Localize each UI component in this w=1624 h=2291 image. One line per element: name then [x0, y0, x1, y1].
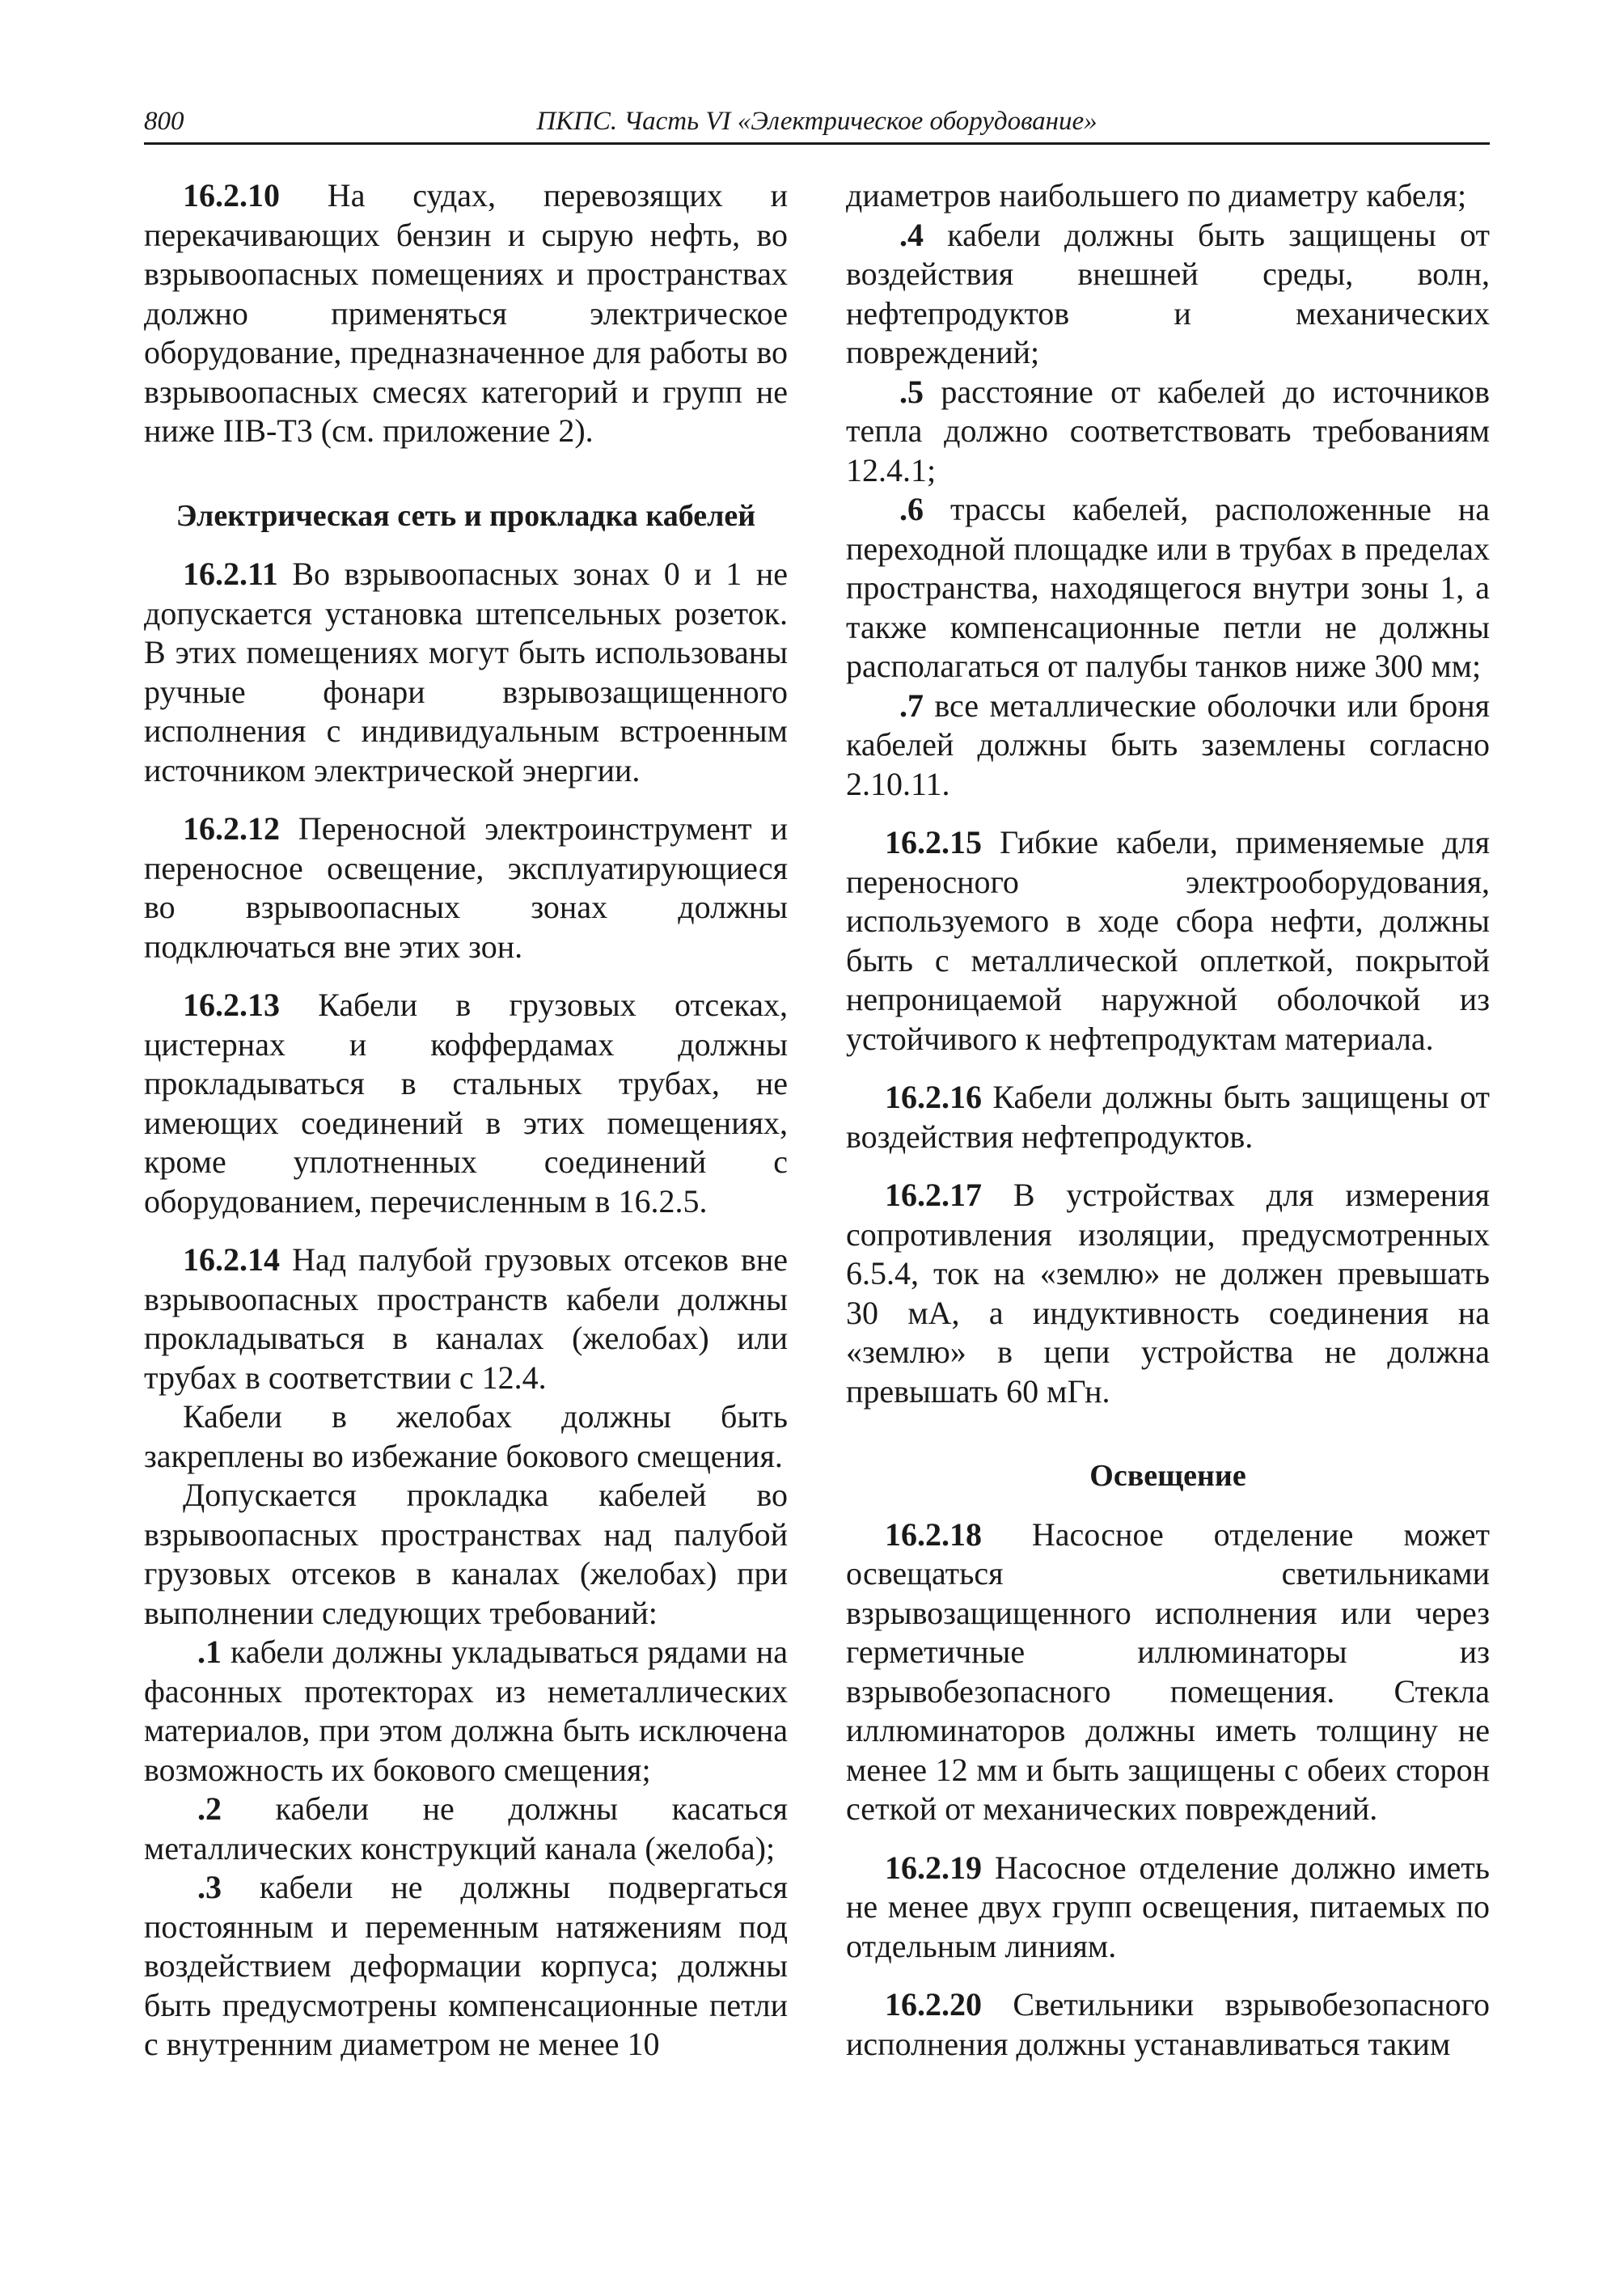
item-text: трассы кабелей, расположенные на переходной площадке или в трубах в пределах пространства, находящегося внутри зоны 1, а также компенсационные петли не должны располагаться от палубы танков ниже 300 мм; — [846, 491, 1490, 684]
clause-number: 16.2.16 — [885, 1079, 982, 1115]
item-number: .2 — [197, 1790, 222, 1827]
running-title: ПКПС. Часть VI «Электрическое оборудование» — [536, 107, 1097, 136]
clause-text: Над палубой грузовых отсеков вне взрывоопасных пространств кабели должны прокладываться в каналах (желобах) или трубах в соответствии с 12.4. — [144, 1241, 788, 1396]
item-text: кабели не должны касаться металлических конструкций канала (желоба); — [144, 1790, 788, 1866]
clause-number: 16.2.17 — [885, 1177, 982, 1213]
clause-text: В устройствах для измерения сопротивления изоляции, предусмотренных 6.5.4, ток на «землю» не должен превышать 30 мА, а индуктивность соединения на «землю» в цепи устройства не должна превышать 60 мГн. — [846, 1177, 1490, 1410]
clause-text: Светильники взрывобезопасного исполнения должны устанавливаться таким — [846, 1986, 1490, 2062]
item-text: расстояние от кабелей до источников тепла должно соответствовать требованиям 12.4.1; — [846, 373, 1490, 488]
running-header — [144, 104, 1490, 145]
clause-number: 16.2.15 — [885, 824, 982, 860]
section-heading-network: Электрическая сеть и прокладка кабелей — [176, 498, 756, 533]
clause-number: 16.2.11 — [183, 556, 278, 592]
left-column — [144, 176, 788, 2065]
clause-text: На судах, перевозящих и перекачивающих бензин и сырую нефть, во взрывоопасных помещениях и пространствах должно применяться электрическое оборудование, предназначенное для работы во взрывоопасных смесях категорий и групп не ниже IIВ-Т3 (см. приложение 2). — [144, 177, 788, 449]
clause-text: Кабели в грузовых отсеках, цистернах и коффердамах должны прокладываться в стальных трубах, не имеющих соединений в этих помещениях, кроме уплотненных соединений с оборудованием, перечисленным в 16.2.5. — [144, 987, 788, 1219]
list-item-7 — [846, 687, 1490, 805]
list-item-6 — [846, 490, 1490, 687]
list-item-3 — [144, 1868, 788, 2065]
clause-text: Переносной электроинструмент и переносное освещение, эксплуатирующиеся во взрывоопасных зонах должны подключаться вне этих зон. — [144, 810, 788, 965]
paragraph-allowed: Допускается прокладка кабелей во взрывоопасных пространствах над палубой грузовых отсеков в каналах (желобах) при выполнении следующих требований: — [144, 1477, 788, 1631]
clause-number: 16.2.14 — [183, 1241, 280, 1278]
clause-text: Во взрывоопасных зонах 0 и 1 не допускается установка штепсельных розеток. В этих помещениях могут быть использованы ручные фонари взрывозащищенного исполнения с индивидуальным встроенным источником электрической энергии. — [144, 556, 788, 788]
clause-number: 16.2.18 — [885, 1515, 982, 1553]
page-number: 800 — [144, 107, 184, 136]
item-number: .5 — [899, 373, 924, 410]
clause-number: 16.2.20 — [885, 1986, 982, 2023]
paragraph-16-2-14 — [144, 1241, 788, 1397]
list-item-5 — [846, 373, 1490, 491]
clause-number: 16.2.10 — [183, 177, 280, 213]
item-number: .4 — [899, 216, 924, 253]
list-item-3-continued: диаметров наибольшего по диаметру кабеля; — [846, 177, 1467, 213]
right-column — [846, 176, 1490, 2064]
item-text: кабели должны быть защищены от воздействия внешней среды, волн, нефтепродуктов и механических повреждений; — [846, 216, 1490, 370]
paragraph-16-2-18 — [846, 1515, 1490, 1829]
clause-text: Гибкие кабели, применяемые для переносного электрооборудования, используемого в ходе сбора нефти, должны быть с металлической оплеткой, покрытой непроницаемой наружной оболочкой из устойчивого к нефтепродуктам материала. — [846, 824, 1490, 1057]
clause-number: 16.2.13 — [183, 987, 280, 1023]
paragraph-16-2-20 — [846, 1985, 1490, 2064]
item-number: .3 — [197, 1869, 222, 1905]
clause-text: Насосное отделение должно иметь не менее двух групп освещения, питаемых по отдельным линиям. — [846, 1849, 1490, 1964]
item-text: все металлические оболочки или броня кабелей должны быть заземлены согласно 2.10.11. — [846, 687, 1490, 802]
paragraph-16-2-16 — [846, 1078, 1490, 1156]
paragraph-16-2-12 — [144, 809, 788, 966]
paragraph-16-2-15 — [846, 823, 1490, 1059]
paragraph-16-2-17 — [846, 1176, 1490, 1411]
clause-text: Насосное отделение может освещаться светильниками взрывозащищенного исполнения или через герметичные иллюминаторы из взрывобезопасного помещения. Стекла иллюминаторов должны иметь толщину не менее 12 мм и быть защищены с обеих сторон сеткой от механических повреждений. — [846, 1515, 1490, 1827]
paragraph-16-2-10 — [144, 176, 788, 451]
item-number: .1 — [197, 1634, 222, 1670]
section-heading-lighting: Освещение — [1089, 1459, 1246, 1493]
clause-text: Кабели должны быть защищены от воздействия нефтепродуктов. — [846, 1079, 1490, 1155]
item-text: кабели не должны подвергаться постоянным и переменным натяжениям под воздействием деформации корпуса; должны быть предусмотрены компенсационные петли с внутренним диаметром не менее 10 — [144, 1869, 788, 2062]
paragraph-16-2-11 — [144, 555, 788, 790]
item-number: .7 — [899, 687, 924, 724]
item-number: .6 — [899, 491, 924, 527]
paragraph-16-2-13 — [144, 986, 788, 1221]
list-item-2 — [144, 1790, 788, 1868]
paragraph-trays: Кабели в желобах должны быть закреплены во избежание бокового смещения. — [144, 1398, 788, 1474]
list-item-1 — [144, 1633, 788, 1790]
list-item-4 — [846, 216, 1490, 373]
item-text: кабели должны укладываться рядами на фасонных протекторах из неметаллических материалов, при этом должна быть исключена возможность их бокового смещения; — [144, 1634, 788, 1788]
clause-number: 16.2.19 — [885, 1849, 982, 1886]
clause-number: 16.2.12 — [183, 810, 280, 847]
paragraph-16-2-19 — [846, 1849, 1490, 1967]
